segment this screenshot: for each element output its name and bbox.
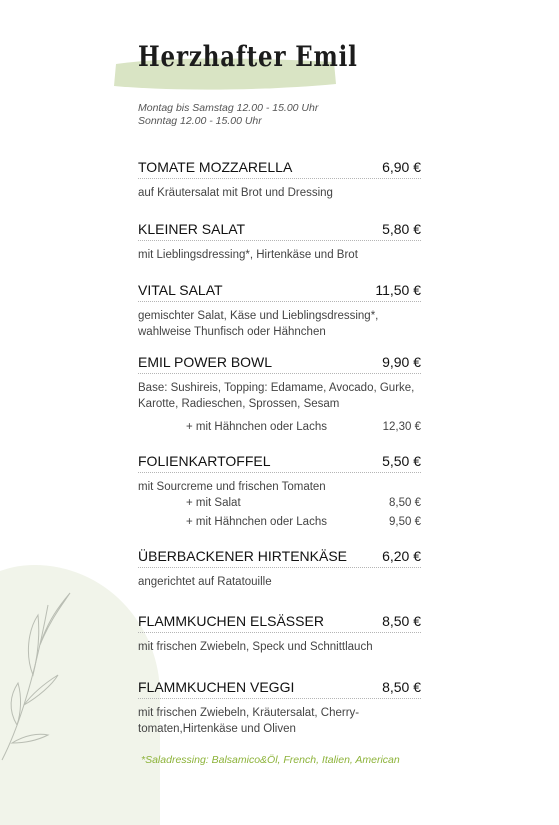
extra-price: 12,30 € [382,421,421,433]
hours-sunday: Sonntag 12.00 - 15.00 Uhr [138,115,262,127]
item-price: 5,50 € [382,453,421,469]
item-price: 11,50 € [375,282,421,298]
extra-label: + mit Hähnchen oder Lachs [186,516,327,528]
menu-item [138,679,421,737]
menu-item [138,548,421,590]
menu-item [138,221,421,263]
menu-extra [186,421,421,433]
item-price: 9,90 € [382,354,421,370]
item-price: 5,80 € [382,221,421,237]
item-price: 6,90 € [382,159,421,175]
item-name: TOMATE MOZZARELLA [138,159,293,175]
item-name: FOLIENKARTOFFEL [138,453,271,469]
item-description: Base: Sushireis, Topping: Edamame, Avocado, Gurke, Karotte, Radieschen, Sprossen, Sesam [138,382,415,410]
item-price: 6,20 € [382,548,421,564]
item-name: FLAMMKUCHEN VEGGI [138,679,295,695]
item-description: mit Sourcreme und frischen Tomaten [138,481,326,493]
menu-item [138,159,421,201]
extra-price: 8,50 € [389,497,421,509]
dressing-footnote: *Saladressing: Balsamico&Öl, French, Italien, American [141,754,400,766]
menu-extra [186,516,421,528]
menu-extra [186,497,421,509]
item-description: auf Kräutersalat mit Brot und Dressing [138,187,333,199]
item-name: VITAL SALAT [138,282,223,298]
leaf-branch-illustration [0,585,80,765]
item-description: gemischter Salat, Käse und Lieblingsdressing*, wahlweise Thunfisch oder Hähnchen [138,310,379,338]
item-name: ÜBERBACKENER HIRTENKÄSE [138,548,348,564]
menu-item [138,354,421,412]
menu-item [138,613,421,655]
hours-weekdays: Montag bis Samstag 12.00 - 15.00 Uhr [138,102,319,114]
page-title: Herzhafter Emil [138,40,358,73]
item-price: 8,50 € [382,613,421,629]
item-name: FLAMMKUCHEN ELSÄSSER [138,613,324,629]
menu-item [138,282,421,340]
item-description: mit frischen Zwiebeln, Kräutersalat, Cherry-tomaten,Hirtenkäse und Oliven [138,707,360,735]
extra-label: + mit Hähnchen oder Lachs [186,421,327,433]
opening-hours [138,102,318,128]
item-description: angerichtet auf Ratatouille [138,576,272,588]
item-name: EMIL POWER BOWL [138,354,273,370]
item-description: mit frischen Zwiebeln, Speck und Schnittlauch [138,641,373,653]
item-name: KLEINER SALAT [138,221,246,237]
extra-price: 9,50 € [389,516,421,528]
item-description: mit Lieblingsdressing*, Hirtenkäse und Brot [138,249,358,261]
extra-label: + mit Salat [186,497,241,509]
item-price: 8,50 € [382,679,421,695]
menu-item [138,453,421,495]
